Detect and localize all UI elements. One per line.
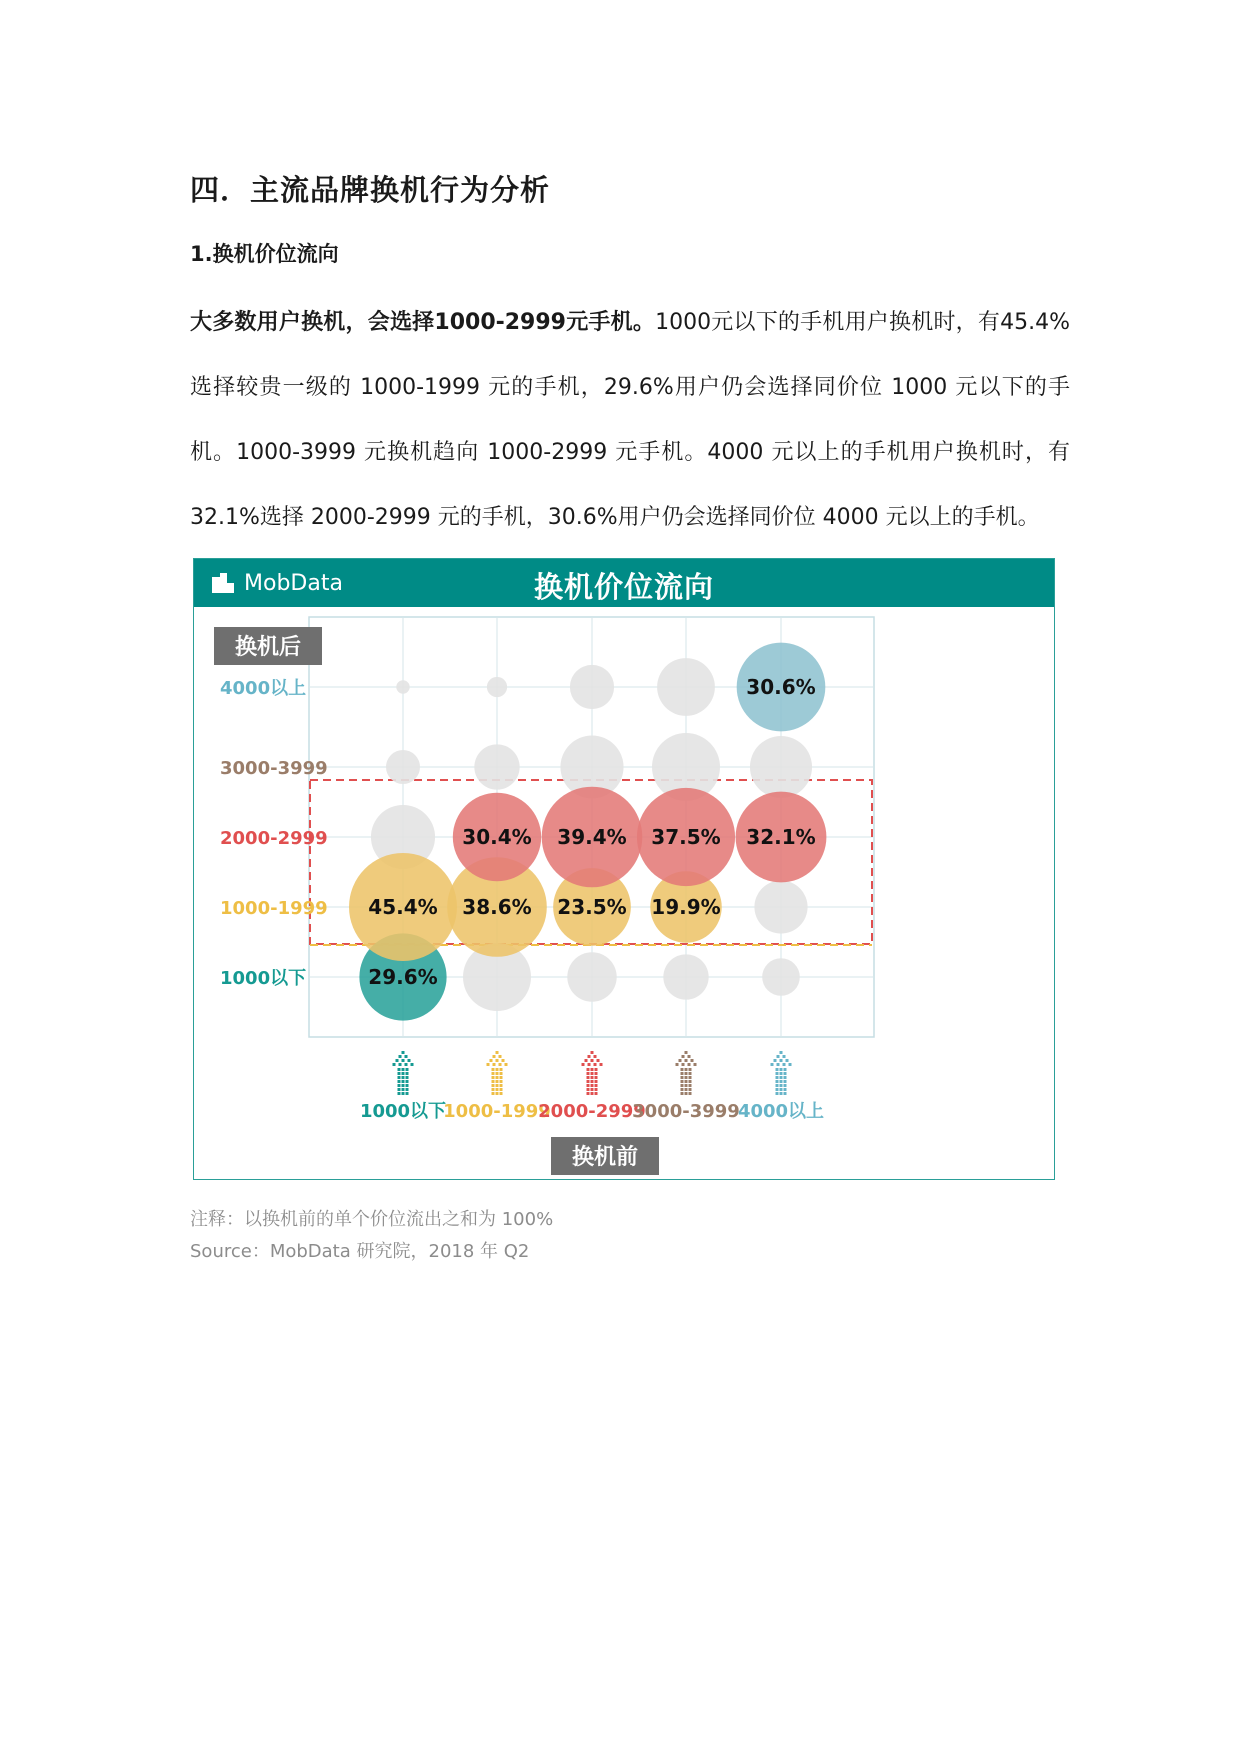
bubble xyxy=(570,665,614,709)
bubble-label: 23.5% xyxy=(557,895,627,919)
up-arrow-icon xyxy=(582,1051,603,1095)
up-arrow-icon xyxy=(676,1051,697,1095)
bubble xyxy=(750,736,812,798)
x-axis-title: 换机前 xyxy=(571,1145,639,1170)
x-tick-label: 4000以上 xyxy=(737,1101,825,1122)
paragraph-body: 1000元以下的手机用户换机时，有45.4%选择较贵一级的 1000-1999 元的手机，29.6%用户仍会选择同价位 1000 元以下的手机。1000-3999 元换机趋向 1000-2999 元手机。4000 元以上的手机用户换机时，有32.1%选择 2000-2999 元的手机，30.6%用户仍会选择同价位 4000 元以上的手机。 xyxy=(190,310,1070,530)
bubble-label: 19.9% xyxy=(651,895,721,919)
x-tick-label: 3000-3999 xyxy=(632,1101,740,1122)
bubble xyxy=(657,658,715,716)
figure-source: Source：MobData 研究院，2018 年 Q2 xyxy=(190,1241,530,1262)
x-tick-label: 1000-1999 xyxy=(443,1101,551,1122)
y-axis-title: 换机后 xyxy=(234,635,302,660)
bubble xyxy=(762,958,800,996)
bubble xyxy=(663,954,708,999)
figure-header xyxy=(194,559,1054,607)
bubble xyxy=(754,880,807,933)
brand-name: MobData xyxy=(244,570,343,596)
bubble-chart xyxy=(194,607,1054,1179)
bubble-label: 38.6% xyxy=(462,895,532,919)
chart-figure xyxy=(193,558,1055,1180)
bubble-label: 37.5% xyxy=(651,825,721,849)
x-tick-label: 1000以下 xyxy=(359,1101,447,1122)
y-tick-label: 2000-2999 xyxy=(220,828,328,849)
bubble-label: 45.4% xyxy=(368,895,438,919)
y-tick-label: 3000-3999 xyxy=(220,758,328,779)
bubble-label: 30.6% xyxy=(746,675,816,699)
up-arrow-icon xyxy=(393,1051,414,1095)
bubble-label: 39.4% xyxy=(557,825,627,849)
subsection-title: 1.换机价位流向 xyxy=(190,242,339,266)
y-tick-label: 1000-1999 xyxy=(220,898,328,919)
bubble xyxy=(474,744,519,789)
bubble-label: 30.4% xyxy=(462,825,532,849)
y-tick-label: 4000以上 xyxy=(220,678,307,699)
up-arrow-icon xyxy=(487,1051,508,1095)
bubble xyxy=(386,750,420,784)
bubble xyxy=(487,677,507,697)
figure-title: 换机价位流向 xyxy=(533,570,714,604)
bubble xyxy=(396,680,409,693)
body-paragraph xyxy=(190,290,1070,550)
bubble-label: 32.1% xyxy=(746,825,816,849)
y-tick-label: 1000以下 xyxy=(220,968,307,989)
arrow-icons xyxy=(393,1051,792,1095)
bubbles xyxy=(349,643,826,1021)
paragraph-lead: 大多数用户换机，会选择1000-2999元手机。 xyxy=(190,310,656,335)
up-arrow-icon xyxy=(771,1051,792,1095)
bubble-label: 29.6% xyxy=(368,965,438,989)
bubble xyxy=(567,952,616,1001)
x-tick-label: 2000-2999 xyxy=(538,1101,646,1122)
figure-note: 注释：以换机前的单个价位流出之和为 100% xyxy=(190,1209,554,1230)
section-title: 四．主流品牌换机行为分析 xyxy=(190,173,551,207)
